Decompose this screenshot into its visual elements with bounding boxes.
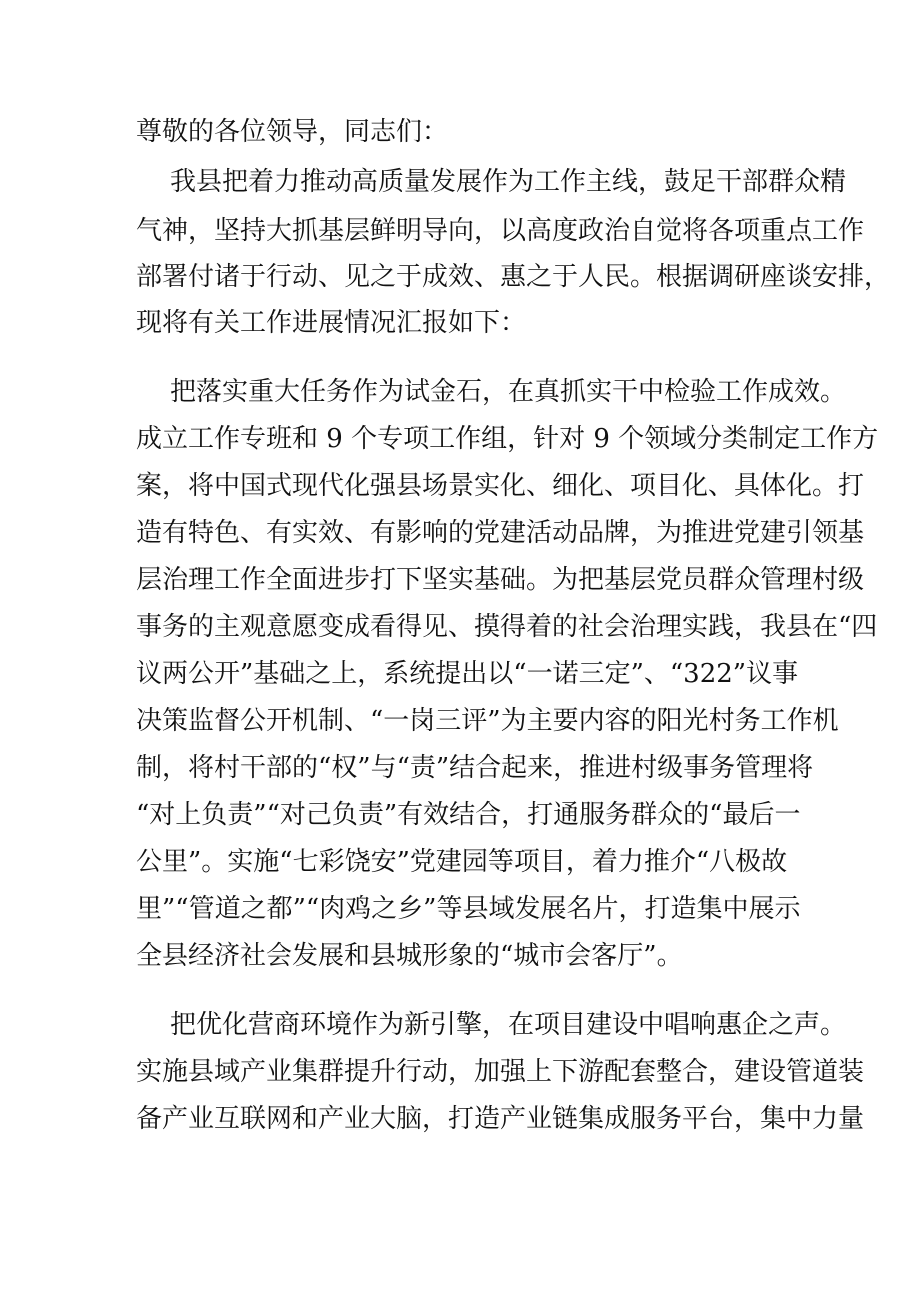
paragraph-1-line-4: 现将有关工作进展情况汇报如下： [136, 308, 527, 338]
paragraph-2-line-5: 层治理工作全面进步打下坚实基础。为把基层党员群众管理村级 [136, 565, 865, 595]
paragraph-3-line-2: 实施县域产业集群提升行动，加强上下游配套整合，建设管道装 [136, 1057, 865, 1087]
paragraph-2-line-13: 全县经济社会发展和县城形象的“城市会客厅”。 [136, 941, 683, 971]
paragraph-2-line-2: 成立工作专班和 9 个专项工作组，针对 9 个领域分类制定工作方 [136, 424, 879, 454]
paragraph-1-line-3: 部署付诸于行动、见之于成效、惠之于人民。根据调研座谈安排， [136, 262, 891, 292]
paragraph-2-line-11: 公里”。实施“七彩饶安”党建园等项目，着力推介“八极故 [136, 847, 788, 877]
paragraph-3-line-3: 备产业互联网和产业大脑，打造产业链集成服务平台，集中力量 [136, 1104, 865, 1134]
paragraph-1-line-1: 我县把着力推动高质量发展作为工作主线，鼓足干部群众精 [170, 167, 847, 197]
paragraph-2-line-9: 制，将村干部的“权”与“责”结合起来，推进村级事务管理将 [136, 753, 814, 783]
paragraph-2-line-8: 决策监督公开机制、“一岗三评”为主要内容的阳光村务工作机 [136, 706, 839, 736]
paragraph-2-line-1: 把落实重大任务作为试金石，在真抓实干中检验工作成效。 [170, 377, 847, 407]
paragraph-1-line-2: 气神，坚持大抓基层鲜明导向，以高度政治自觉将各项重点工作 [136, 216, 865, 246]
paragraph-3-line-1: 把优化营商环境作为新引擎，在项目建设中唱响惠企之声。 [170, 1010, 847, 1040]
paragraph-2-line-10: “对上负责”“对己负责”有效结合，打通服务群众的“最后一 [136, 800, 801, 830]
paragraph-2-line-6: 事务的主观意愿变成看得见、摸得着的社会治理实践，我县在“四 [136, 612, 878, 642]
paragraph-2-line-7: 议两公开”基础之上，系统提出以“一诺三定”、“322”议事 [136, 659, 799, 689]
paragraph-2-line-12: 里”“管道之都”“肉鸡之乡”等县域发展名片，打造集中展示 [136, 894, 801, 924]
paragraph-2-line-3: 案，将中国式现代化强县场景实化、细化、项目化、具体化。打 [136, 471, 865, 501]
paragraph-2-line-4: 造有特色、有实效、有影响的党建活动品牌，为推进党建引领基 [136, 518, 865, 548]
salutation: 尊敬的各位领导，同志们： [136, 117, 449, 147]
